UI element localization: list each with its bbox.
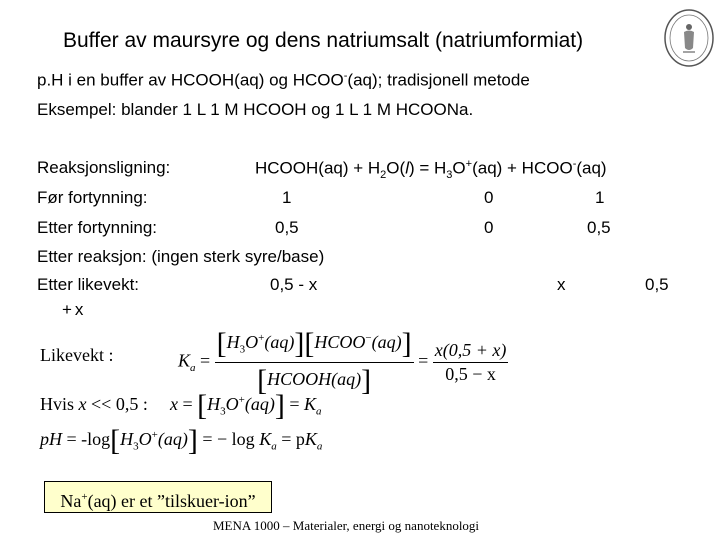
course-footer: MENA 1000 – Materialer, energi og nanoteknologi [213,518,480,533]
equilibrium-acid: 0,5 - x [270,275,318,294]
intro-line-1: p.H i en buffer av HCOOH(aq) og HCOO-(aq); tradisjonell metode [37,70,530,90]
equilibrium-base: 0,5 [645,275,669,294]
equilibrium-label: Etter likevekt: [37,275,140,294]
intro-line-2: Eksempel: blander 1 L 1 M HCOOH og 1 L 1 M HCOONa. [37,100,474,119]
after-dilution-base: 0,5 [587,218,611,237]
ka-expression: $K_a$ = $\frac{[H_3O^+(aq)][HCOO^-(aq)]}{\text{[HCOOH(aq)]}}$ = $\frac{x(0,5 + x)}{0,5 - x}$ [178,327,507,397]
before-dilution-base: 1 [595,188,605,207]
reaction-label: Reaksjonsligning: [37,158,171,177]
approximation-expression: $x = [H_3O^+(aq)] = K_a$ [170,389,322,422]
ka-fraction: $\frac{[H_3O^+(aq)][HCOO^-(aq)]}{\text{[HCOOH(aq)]}}$ [216,327,412,397]
reaction-equation: HCOOH(aq) + $H_2O(l) = H_3O^+(aq)$ + HCOO-(aq) [255,158,607,182]
equilibrium-base-continued: +x [62,300,87,319]
ph-expression: pH = $-\log[H_3O^+(aq)]$ = − $\log K_a = pK_a$ [40,424,323,457]
after-dilution-acid: 0,5 [275,218,299,237]
university-seal-icon [663,8,715,68]
approximation-condition: Hvis x << 0,5 : [40,394,148,414]
ka-x-fraction: $\frac{x(0,5 + x)}{0,5 - x}$ [434,340,507,384]
before-dilution-acid: 1 [282,188,292,207]
equilibrium-eq-label: Likevekt : [40,345,114,365]
equilibrium-h3o: x [557,275,566,294]
spectator-ion-note: Na+(aq) er et ”tilskuer-ion” [44,481,272,513]
after-dilution-h3o: 0 [484,218,494,237]
before-dilution-label: Før fortynning: [37,188,148,207]
after-reaction-label: Etter reaksjon: (ingen sterk syre/base) [37,247,325,266]
after-dilution-label: Etter fortynning: [37,218,158,237]
slide-title: Buffer av maursyre og dens natriumsalt (natriumformiat) [63,29,584,52]
before-dilution-h3o: 0 [484,188,494,207]
